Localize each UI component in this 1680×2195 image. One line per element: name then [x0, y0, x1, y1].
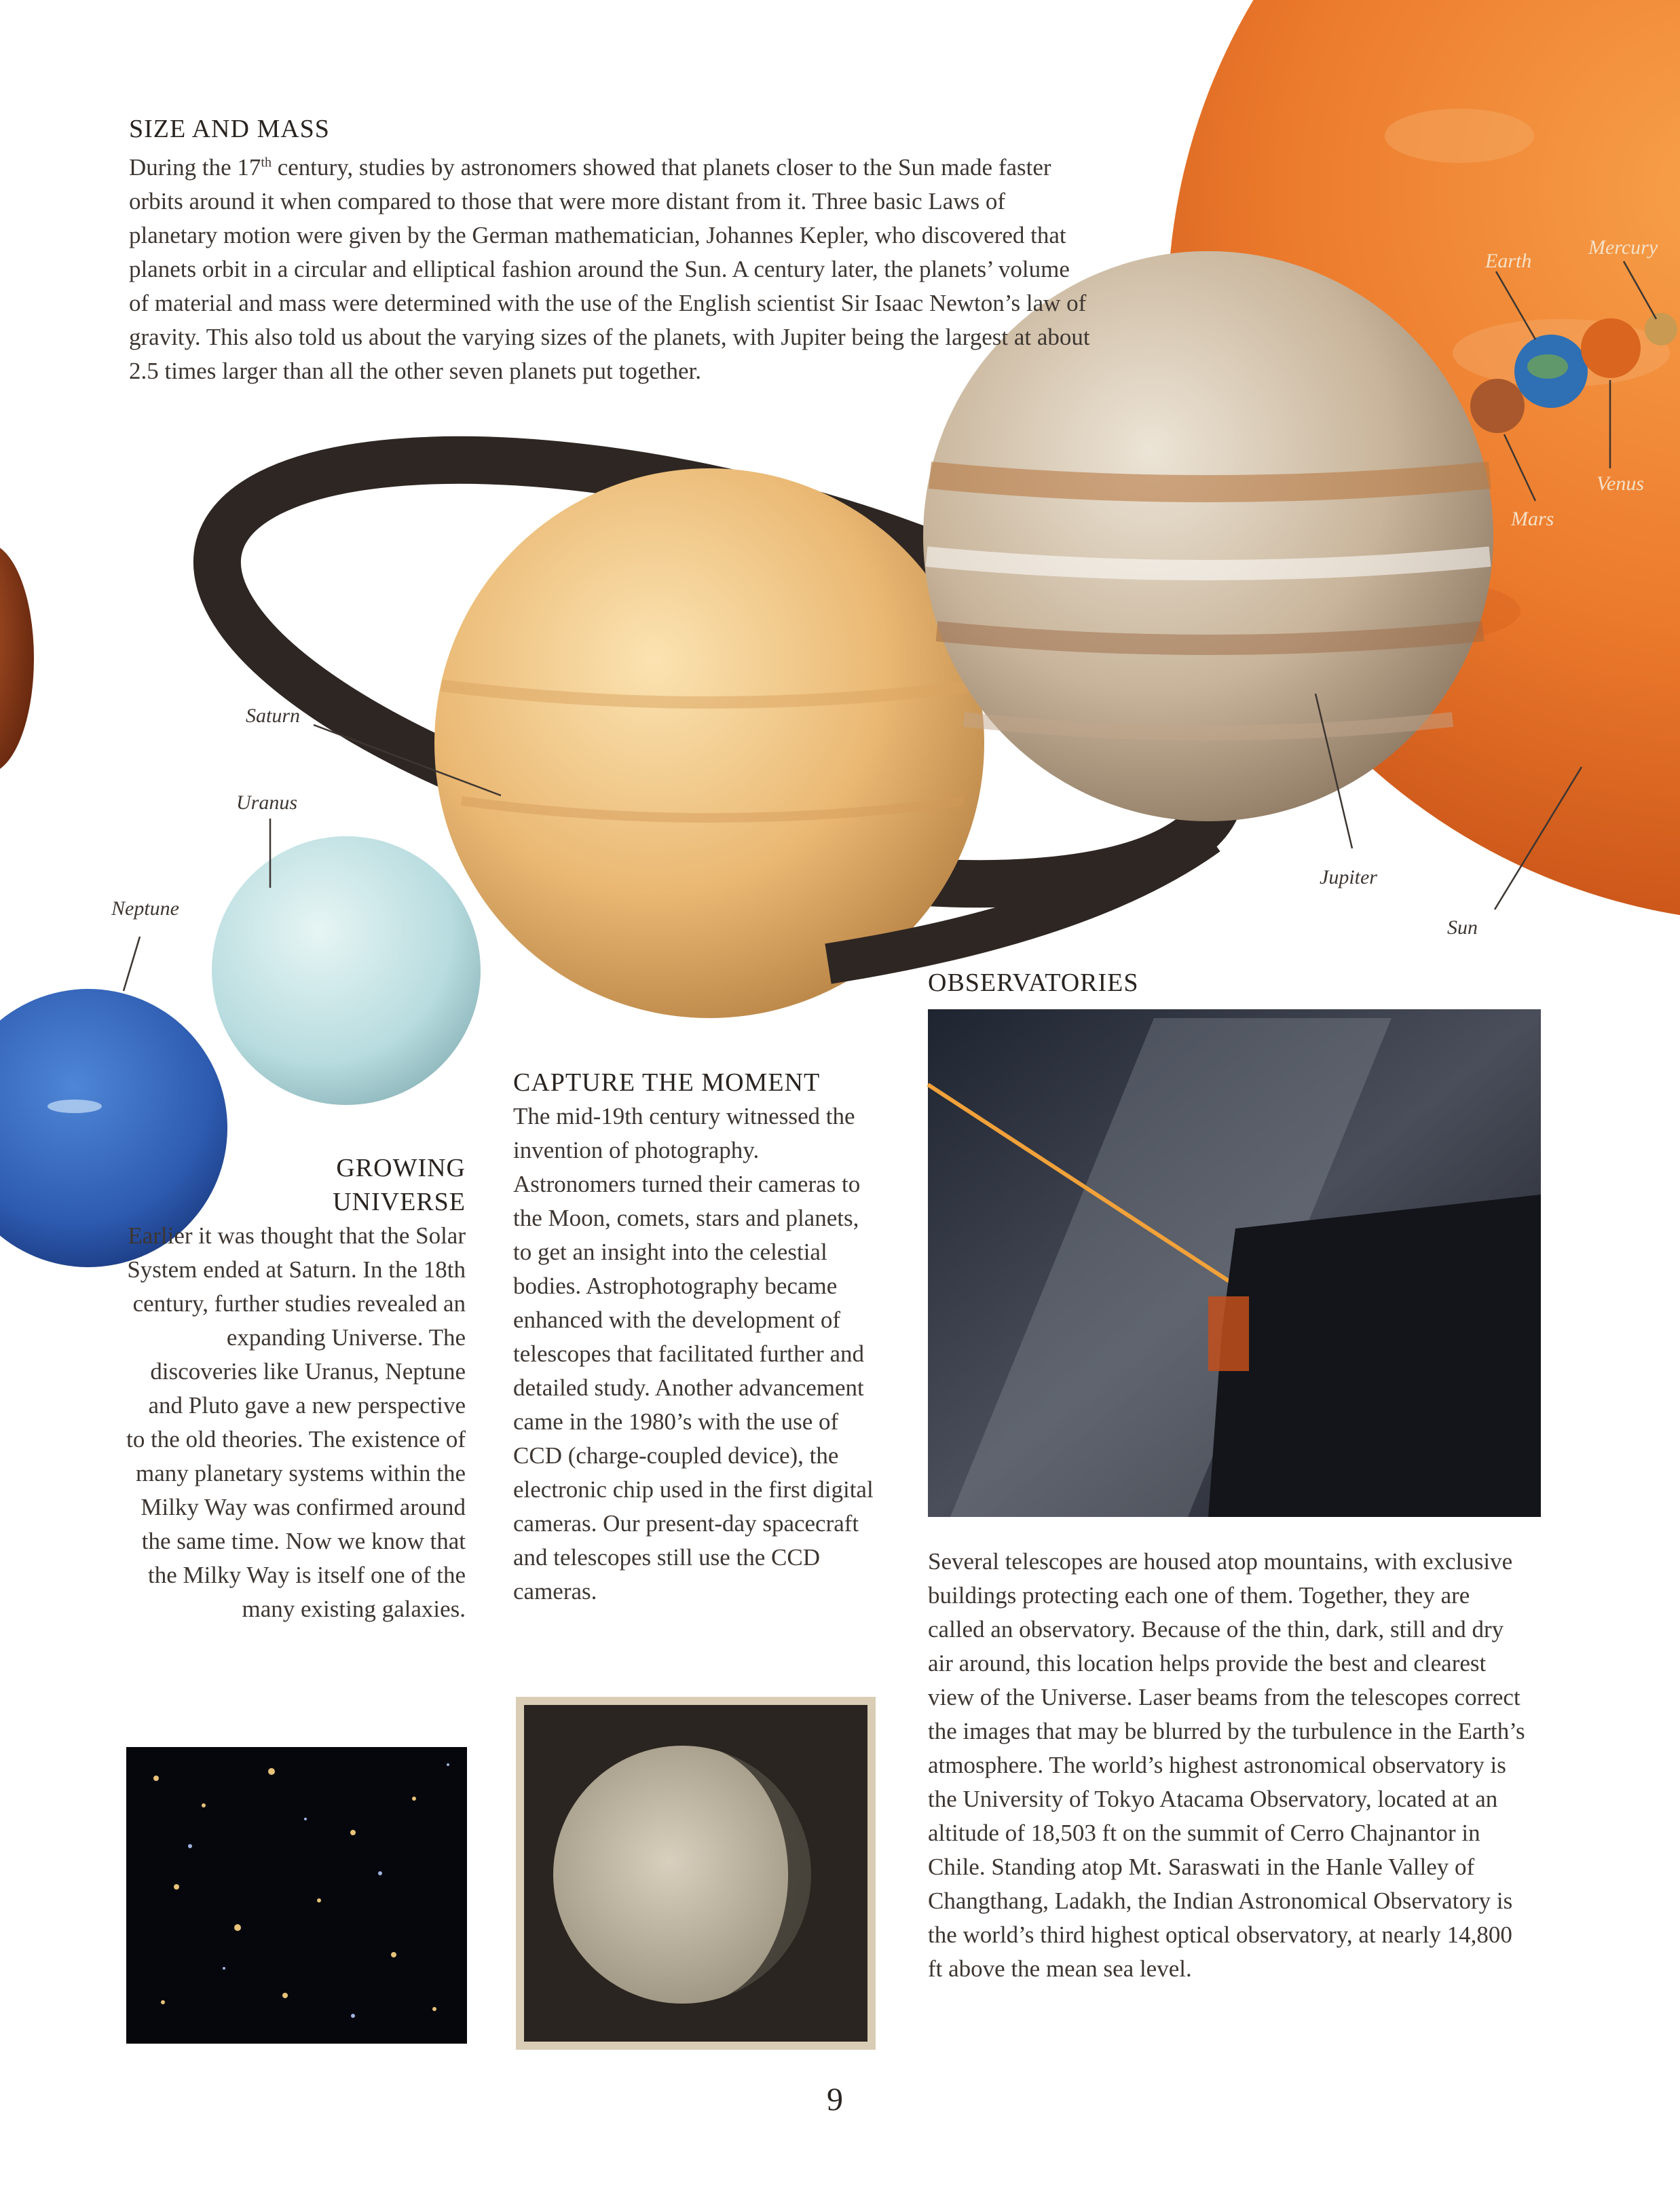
size-and-mass-text-start: During the 17 [129, 154, 261, 181]
deep-field-photo [126, 1747, 467, 2044]
size-and-mass-lines [129, 151, 1093, 388]
growing-universe-heading-line2: UNIVERSE [333, 1188, 466, 1216]
label-saturn: Saturn [246, 705, 301, 727]
label-neptune: Neptune [111, 897, 179, 920]
label-sun: Sun [1447, 916, 1478, 939]
growing-universe-text: Earlier it was thought that the Solar System ended at Saturn. In the 18th century, further studies revealed an expanding Universe. The discoveries like Uranus, Neptune and Pluto gave a new perspective to the old theories. The existence of many planetary systems within the Milky Way was confirmed around the same time. Now we know that the Milky Way is itself one of the many existing galaxies. [126, 1222, 466, 1622]
growing-universe-section [126, 1151, 466, 1626]
label-mercury: Mercury [1588, 236, 1658, 259]
size-and-mass-heading: SIZE AND MASS [129, 115, 330, 143]
capture-the-moment-text: The mid-19th century witnessed the invention of photography. Astronomers turned their cameras to the Moon, comets, stars and planets, to get an insight into the celestial bodies. Astrophotography became enhanced with the development of telescopes that facilitated further and detailed study. Another advancement came in the 1980’s with the use of CCD (charge-coupled device), the electronic chip used in the first digital cameras. Our present-day spacecraft and telescopes still use the CCD cameras. [513, 1103, 874, 1605]
label-earth: Earth [1485, 250, 1532, 272]
capture-the-moment-heading: CAPTURE THE MOMENT [513, 1068, 821, 1097]
label-uranus: Uranus [236, 791, 298, 814]
label-venus: Venus [1597, 472, 1644, 495]
label-mars: Mars [1511, 508, 1554, 530]
uranus-illustration [212, 836, 481, 1105]
size-and-mass-sup: th [261, 155, 272, 170]
observatories-text: Several telescopes are housed atop mountains, with exclusive buildings protecting each one of them. Together, they are called an observatory. Because of the thin, dark, still and dry air around, this location helps provide the best and clearest view of the Universe. Laser beams from the telescopes correct the images that may be blurred by the turbulence in the Earth’s atmosphere. The world’s highest astronomical observatory is the University of Tokyo Atacama Observatory, located at an altitude of 18,503 ft on the summit of Cerro Chajnantor in Chile. Standing atop Mt. Saraswati in the Hanle Valley of Changthang, Ladakh, the Indian Astronomical Observatory is the world’s third highest optical observatory, at nearly 14,800 ft above the mean sea level. [928, 1548, 1525, 1982]
growing-universe-heading-line1: GROWING [336, 1154, 466, 1182]
partial-planet-left [0, 543, 34, 774]
size-and-mass-paragraph [129, 151, 1093, 388]
size-and-mass-text-rest: century, studies by astronomers showed that planets closer to the Sun made faster orbits around it when compared to those that were more distant from it. Three basic Laws of planetary motion were given by the German mathematician, Johannes Kepler, who discovered that planets orbit in a circular and elliptical fashion around the Sun. A century later, the planets’ volume of material and mass were determined with the use of the English scientist Sir Isaac Newton’s law of gravity. This also told us about the varying sizes of the planets, with Jupiter being the largest at about 2.5 times larger than all the other seven planets put together. [129, 154, 1090, 384]
moon-photo [516, 1697, 876, 2050]
observatories-heading: OBSERVATORIES [928, 969, 1139, 997]
observatory-photo [928, 1009, 1541, 1517]
page-number: 9 [827, 2082, 843, 2118]
capture-the-moment-section [513, 1066, 880, 1609]
label-jupiter: Jupiter [1320, 866, 1377, 888]
